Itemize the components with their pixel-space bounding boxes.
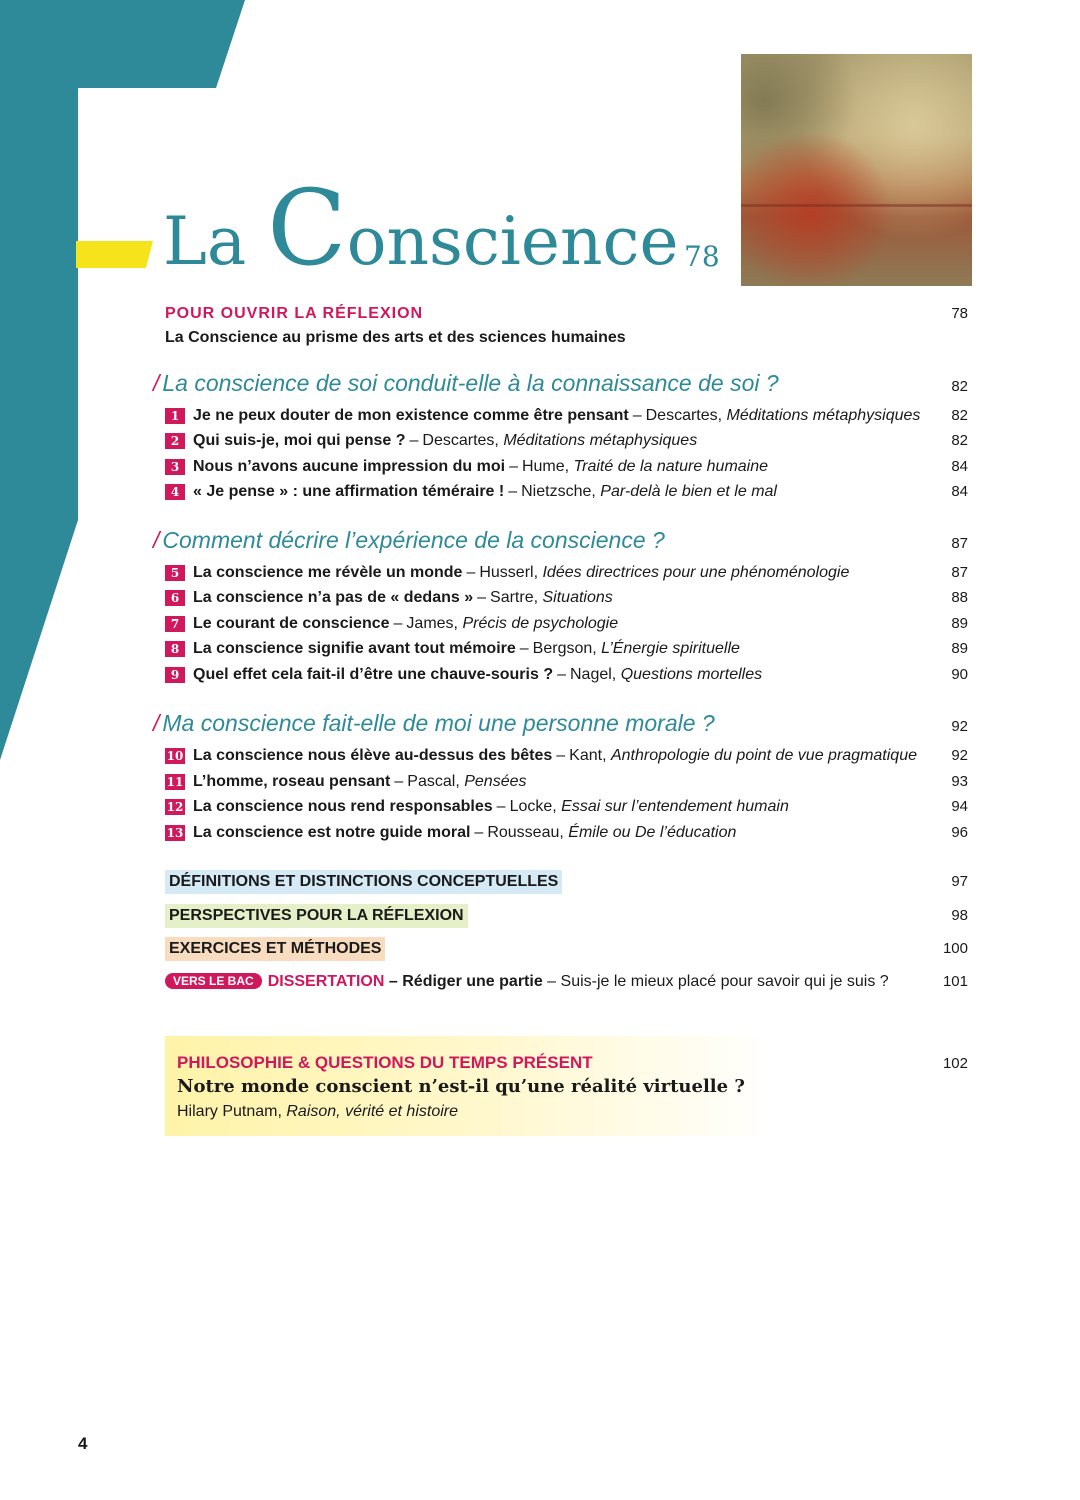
toc-entry[interactable]: 4 « Je pense » : une affirmation téméraire ! – Nietzsche, Par-delà le bien et le mal 84 bbox=[165, 483, 968, 501]
entry-title: La conscience me révèle un monde bbox=[193, 564, 463, 581]
bac-row[interactable] bbox=[165, 973, 968, 991]
entry-page: 82 bbox=[951, 432, 968, 449]
entry-title: La conscience n’a pas de « dedans » bbox=[193, 589, 474, 606]
band-page: 100 bbox=[942, 940, 968, 957]
toc-entry[interactable]: 13 La conscience est notre guide moral – Rousseau, Émile ou De l’éducation 96 bbox=[166, 824, 968, 841]
entry-page: 96 bbox=[951, 824, 968, 841]
section-heading[interactable] bbox=[153, 710, 968, 737]
entry-work: Pensées bbox=[464, 773, 527, 790]
entry-work: Traité de la nature humaine bbox=[573, 458, 769, 475]
section-page: 87 bbox=[951, 535, 968, 552]
entry-number-badge: 8 bbox=[165, 641, 185, 657]
entry-page: 84 bbox=[951, 483, 968, 500]
entry-title: « Je pense » : une affirmation téméraire ! bbox=[193, 483, 505, 500]
entry-author: Descartes, bbox=[645, 407, 723, 424]
entry-number-badge: 7 bbox=[165, 616, 185, 632]
slash-marker: / bbox=[153, 710, 160, 736]
band-definitions: DÉFINITIONS ET DISTINCTIONS CONCEPTUELLES bbox=[165, 870, 562, 894]
entry-title: L’homme, roseau pensant bbox=[193, 773, 391, 790]
entry-title: Je ne peux douter de mon existence comme être pensant bbox=[193, 407, 629, 424]
entry-author: Pascal, bbox=[407, 773, 460, 790]
entry-title: La conscience est notre guide moral bbox=[193, 824, 471, 841]
band-row-perspectives[interactable] bbox=[165, 904, 968, 928]
entry-page: 88 bbox=[951, 589, 968, 606]
band-page: 97 bbox=[951, 873, 968, 890]
opening-page: 78 bbox=[951, 305, 968, 322]
entry-work: Émile ou De l’éducation bbox=[568, 824, 737, 841]
temps-present-author: Hilary Putnam, bbox=[177, 1103, 282, 1120]
entry-work: Par-delà le bien et le mal bbox=[600, 483, 777, 500]
toc-entry[interactable]: 11 L’homme, roseau pensant – Pascal, Pensées 93 bbox=[166, 773, 968, 790]
toc-entry[interactable]: 2 Qui suis-je, moi qui pense ? – Descartes, Méditations métaphysiques 82 bbox=[165, 432, 968, 450]
temps-present-question: Notre monde conscient n’est-il qu’une réalité virtuelle ? bbox=[177, 1076, 745, 1097]
entry-work: Questions mortelles bbox=[620, 666, 763, 683]
opening-subtitle: La Conscience au prisme des arts et des sciences humaines bbox=[165, 329, 626, 346]
temps-present-reference bbox=[177, 1103, 458, 1121]
entry-author: Rousseau, bbox=[487, 824, 564, 841]
chapter-title: La Conscience bbox=[163, 167, 679, 289]
entry-author: Hume, bbox=[521, 458, 570, 475]
entry-work: Précis de psychologie bbox=[462, 615, 619, 632]
entry-author: Descartes, bbox=[422, 432, 499, 449]
toc-entry[interactable]: 9 Quel effet cela fait-il d’être une chauve-souris ? – Nagel, Questions mortelles 90 bbox=[165, 666, 968, 684]
chapter-page-number: 78 bbox=[684, 240, 720, 273]
entry-work: Idées directrices pour une phénoménologie bbox=[542, 564, 850, 581]
entry-work: L’Énergie spirituelle bbox=[601, 640, 740, 657]
bac-bold-text: – Rédiger une partie bbox=[388, 973, 543, 990]
section-title: Ma conscience fait-elle de moi une personne morale ? bbox=[162, 710, 715, 736]
yellow-title-marker bbox=[0, 0, 160, 280]
entry-number-badge: 12 bbox=[166, 800, 184, 814]
entry-number-badge: 4 bbox=[165, 484, 185, 500]
entry-page: 92 bbox=[951, 747, 968, 764]
section-page: 82 bbox=[951, 378, 968, 395]
entry-number-badge: 1 bbox=[165, 408, 185, 424]
entry-author: James, bbox=[406, 615, 458, 632]
bac-subject: – Suis-je le mieux placé pour savoir qui je suis ? bbox=[547, 973, 889, 990]
entry-author: Nietzsche, bbox=[521, 483, 596, 500]
bac-type: DISSERTATION bbox=[267, 973, 385, 990]
entry-author: Sartre, bbox=[490, 589, 539, 606]
entry-author: Kant, bbox=[569, 747, 607, 764]
entry-number-badge: 5 bbox=[165, 565, 185, 581]
entry-number-badge: 10 bbox=[166, 749, 184, 763]
entry-title: Qui suis-je, moi qui pense ? bbox=[193, 432, 406, 449]
toc-entry[interactable]: 12 La conscience nous rend responsables – Locke, Essai sur l’entendement humain 94 bbox=[166, 798, 968, 815]
entry-number-badge: 9 bbox=[165, 667, 185, 683]
entry-work: Anthropologie du point de vue pragmatique bbox=[610, 747, 917, 764]
entry-page: 87 bbox=[951, 564, 968, 581]
chapter-painting-image bbox=[741, 54, 972, 286]
entry-page: 89 bbox=[951, 615, 968, 632]
page-number: 4 bbox=[78, 1434, 88, 1453]
entry-number-badge: 13 bbox=[166, 826, 184, 840]
section-heading[interactable] bbox=[153, 370, 968, 397]
toc-entry[interactable]: 1 Je ne peux douter de mon existence comme être pensant – Descartes, Méditations métaphysiques 82 bbox=[165, 407, 968, 425]
temps-present-title: PHILOSOPHIE & QUESTIONS DU TEMPS PRÉSENT bbox=[177, 1053, 593, 1072]
entry-page: 90 bbox=[951, 666, 968, 683]
section-title: La conscience de soi conduit-elle à la connaissance de soi ? bbox=[162, 370, 779, 396]
entry-author: Husserl, bbox=[479, 564, 539, 581]
opening-row[interactable] bbox=[165, 305, 968, 323]
entry-title: La conscience nous élève au-dessus des bêtes bbox=[193, 747, 553, 764]
entry-page: 94 bbox=[951, 798, 968, 815]
section-page: 92 bbox=[951, 718, 968, 735]
toc-entry[interactable]: 5 La conscience me révèle un monde – Husserl, Idées directrices pour une phénoménologie 87 bbox=[165, 564, 968, 582]
entry-title: Nous n’avons aucune impression du moi bbox=[193, 458, 506, 475]
band-row-definitions[interactable] bbox=[165, 870, 968, 894]
slash-marker: / bbox=[153, 370, 160, 396]
entry-author: Nagel, bbox=[570, 666, 617, 683]
entry-work: Essai sur l’entendement humain bbox=[561, 798, 789, 815]
band-exercices: EXERCICES ET MÉTHODES bbox=[165, 937, 385, 961]
band-row-exercices[interactable] bbox=[165, 937, 968, 961]
toc-entry[interactable]: 8 La conscience signifie avant tout mémoire – Bergson, L’Énergie spirituelle 89 bbox=[165, 640, 968, 658]
entry-page: 93 bbox=[951, 773, 968, 790]
bac-page: 101 bbox=[942, 973, 968, 990]
toc-entry[interactable]: 6 La conscience n’a pas de « dedans » – Sartre, Situations 88 bbox=[165, 589, 968, 607]
entry-page: 82 bbox=[951, 407, 968, 424]
temps-present-page: 102 bbox=[942, 1055, 968, 1072]
entry-work: Méditations métaphysiques bbox=[503, 432, 698, 449]
entry-page: 84 bbox=[951, 458, 968, 475]
toc-entry[interactable]: 10 La conscience nous élève au-dessus des bêtes – Kant, Anthropologie du point de vue pragmatique 92 bbox=[166, 747, 968, 764]
entry-title: La conscience signifie avant tout mémoire bbox=[193, 640, 516, 657]
opening-subtitle-row bbox=[165, 329, 968, 347]
slash-marker: / bbox=[153, 527, 160, 553]
entry-work: Méditations métaphysiques bbox=[726, 407, 921, 424]
entry-page: 89 bbox=[951, 640, 968, 657]
section-title: Comment décrire l’expérience de la conscience ? bbox=[162, 527, 665, 553]
opening-title: POUR OUVRIR LA RÉFLEXION bbox=[165, 305, 424, 322]
vers-le-bac-badge: VERS LE BAC bbox=[165, 973, 262, 989]
toc-entry[interactable]: 3 Nous n’avons aucune impression du moi – Hume, Traité de la nature humaine 84 bbox=[165, 458, 968, 476]
entry-number-badge: 3 bbox=[165, 459, 185, 475]
entry-title: Quel effet cela fait-il d’être une chauve-souris ? bbox=[193, 666, 554, 683]
entry-number-badge: 2 bbox=[165, 433, 185, 449]
entry-author: Bergson, bbox=[532, 640, 597, 657]
entry-author: Locke, bbox=[509, 798, 557, 815]
toc-entry[interactable]: 7 Le courant de conscience – James, Précis de psychologie 89 bbox=[165, 615, 968, 633]
temps-present-row[interactable] bbox=[177, 1053, 968, 1073]
section-heading[interactable] bbox=[153, 527, 968, 554]
entry-title: Le courant de conscience bbox=[193, 615, 390, 632]
entry-work: Situations bbox=[542, 589, 613, 606]
entry-number-badge: 6 bbox=[165, 590, 185, 606]
band-perspectives: PERSPECTIVES POUR LA RÉFLEXION bbox=[165, 904, 468, 928]
temps-present-work: Raison, vérité et histoire bbox=[286, 1103, 459, 1120]
band-page: 98 bbox=[951, 907, 968, 924]
entry-number-badge: 11 bbox=[166, 775, 184, 789]
entry-title: La conscience nous rend responsables bbox=[193, 798, 493, 815]
